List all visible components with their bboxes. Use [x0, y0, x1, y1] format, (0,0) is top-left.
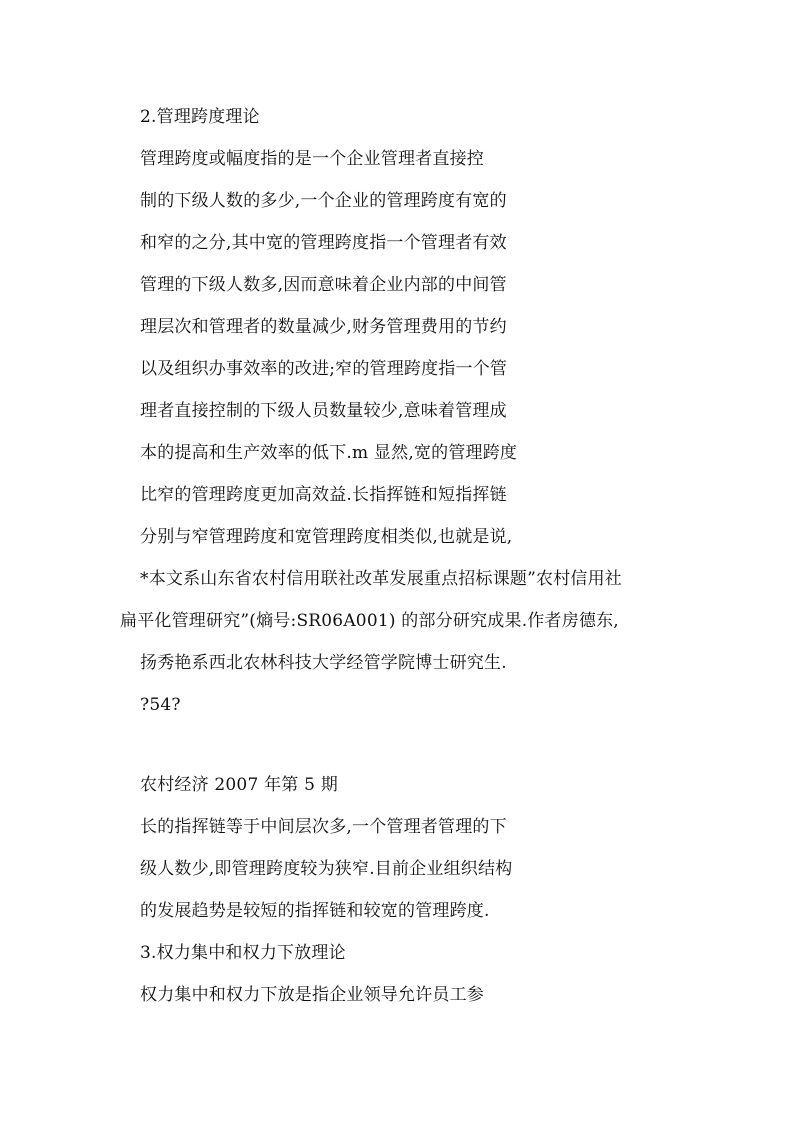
footnote-line: *本文系山东省农村信用联社改革发展重点招标课题”农村信用社: [140, 569, 622, 589]
paragraph-line: 长的指挥链等于中间层次多,一个管理者管理的下: [140, 817, 507, 837]
paragraph-line: 以及组织办事效率的改进;窄的管理跨度指一个管: [140, 359, 508, 379]
paragraph-line: 本的提高和生产效率的低下.m 显然,宽的管理跨度: [140, 443, 518, 463]
paragraph-line: 权力集中和权力下放是指企业领导允许员工参: [140, 985, 484, 1005]
paragraph-line: 理层次和管理者的数量减少,财务管理费用的节约: [140, 317, 507, 337]
paragraph-line: 制的下级人数的多少,一个企业的管理跨度有宽的: [140, 191, 507, 211]
paragraph-line: 和窄的之分,其中宽的管理跨度指一个管理者有效: [140, 233, 507, 253]
journal-header: 农村经济 2007 年第 5 期: [140, 775, 338, 795]
page-number: ?54?: [140, 695, 181, 715]
paragraph-line: 理者直接控制的下级人员数量较少,意味着管理成: [140, 401, 507, 421]
paragraph-line: 级人数少,即管理跨度较为狭窄.目前企业组织结构: [140, 859, 513, 879]
paragraph-line: 管理跨度或幅度指的是一个企业管理者直接控: [140, 149, 484, 169]
paragraph-line: 比窄的管理跨度更加高效益.长指挥链和短指挥链: [140, 485, 507, 505]
section-heading: 3.权力集中和权力下放理论: [140, 943, 346, 963]
footnote-line: 扬秀艳系西北农林科技大学经管学院博士研究生.: [140, 653, 507, 673]
paragraph-line: 管理的下级人数多,因而意味着企业内部的中间管: [140, 275, 507, 295]
footnote-line: 扁平化管理研究”(熵号:SR06A001) 的部分研究成果.作者房德东,: [120, 611, 619, 631]
paragraph-line: 的发展趋势是较短的指挥链和较宽的管理跨度.: [140, 901, 490, 921]
section-heading: 2.管理跨度理论: [140, 107, 260, 127]
paragraph-line: 分别与窄管理跨度和宽管理跨度相类似,也就是说,: [140, 527, 513, 547]
